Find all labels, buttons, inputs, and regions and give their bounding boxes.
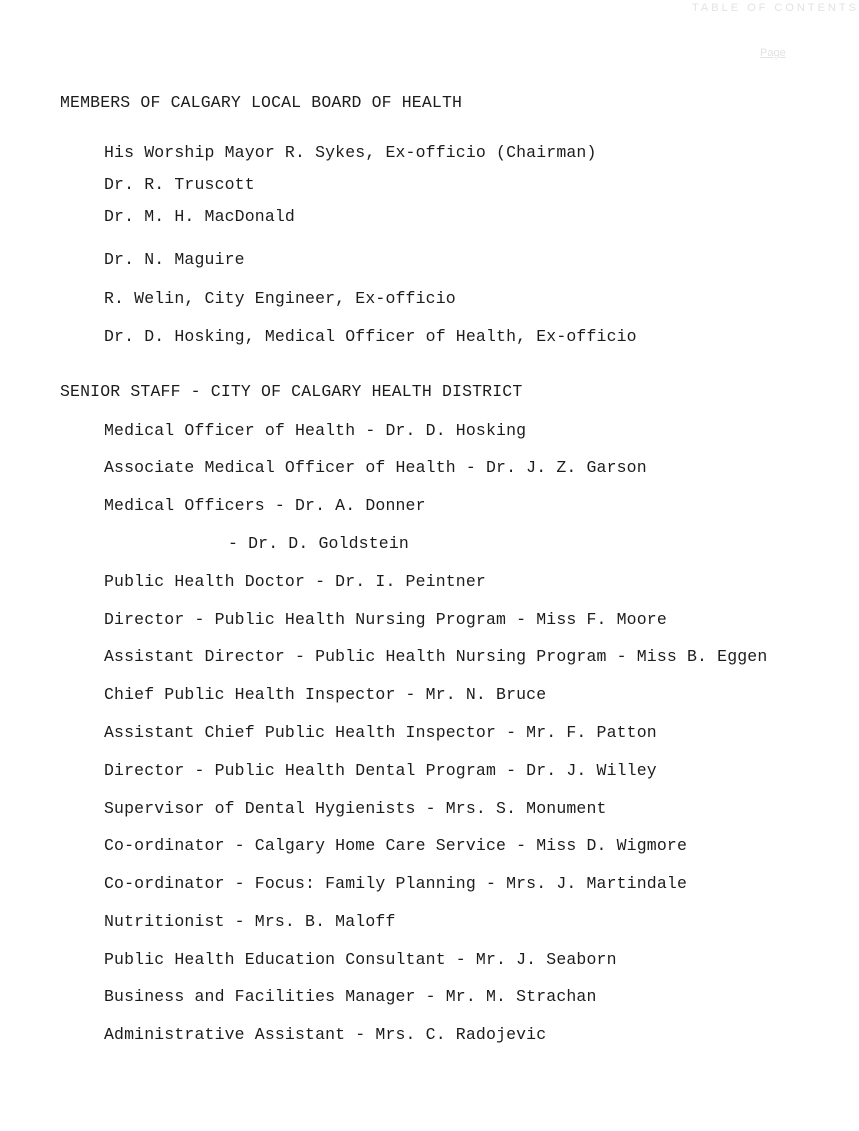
staff-entry: Medical Officer of Health - Dr. D. Hosking bbox=[104, 421, 527, 440]
staff-entry: Public Health Doctor - Dr. I. Peintner bbox=[104, 572, 486, 591]
board-member: Dr. M. H. MacDonald bbox=[104, 207, 295, 226]
staff-entry: Director - Public Health Nursing Program - Miss F. Moore bbox=[104, 610, 667, 629]
staff-entry: Assistant Chief Public Health Inspector - Mr. F. Patton bbox=[104, 723, 657, 742]
board-member: Dr. N. Maguire bbox=[104, 250, 245, 269]
staff-entry: Medical Officers - Dr. A. Donner bbox=[104, 496, 426, 515]
staff-entry-continuation: - Dr. D. Goldstein bbox=[228, 534, 409, 553]
board-member-chairman: His Worship Mayor R. Sykes, Ex-officio (Chairman) bbox=[104, 143, 597, 162]
staff-entry: Supervisor of Dental Hygienists - Mrs. S. Monument bbox=[104, 799, 607, 818]
staff-entry: Director - Public Health Dental Program - Dr. J. Willey bbox=[104, 761, 657, 780]
bleed-through-page-label: Page bbox=[760, 47, 786, 59]
staff-entry: Nutritionist - Mrs. B. Maloff bbox=[104, 912, 396, 931]
staff-entry: Co-ordinator - Calgary Home Care Service - Miss D. Wigmore bbox=[104, 836, 687, 855]
staff-entry: Business and Facilities Manager - Mr. M. Strachan bbox=[104, 987, 597, 1006]
staff-entry: Public Health Education Consultant - Mr. J. Seaborn bbox=[104, 950, 617, 969]
staff-entry: Administrative Assistant - Mrs. C. Radojevic bbox=[104, 1025, 547, 1044]
bleed-through-header bbox=[690, 0, 859, 62]
staff-entry: Co-ordinator - Focus: Family Planning - Mrs. J. Martindale bbox=[104, 874, 687, 893]
staff-entry: Assistant Director - Public Health Nursing Program - Miss B. Eggen bbox=[104, 647, 768, 666]
staff-entry: Associate Medical Officer of Health - Dr. J. Z. Garson bbox=[104, 458, 647, 477]
board-member: Dr. R. Truscott bbox=[104, 175, 255, 194]
staff-heading: SENIOR STAFF - CITY OF CALGARY HEALTH DISTRICT bbox=[60, 382, 523, 401]
bleed-through-title: TABLE OF CONTENTS bbox=[692, 2, 859, 14]
board-member: Dr. D. Hosking, Medical Officer of Health, Ex-officio bbox=[104, 327, 637, 346]
board-heading: MEMBERS OF CALGARY LOCAL BOARD OF HEALTH bbox=[60, 93, 463, 112]
staff-entry: Chief Public Health Inspector - Mr. N. Bruce bbox=[104, 685, 547, 704]
board-member: R. Welin, City Engineer, Ex-officio bbox=[104, 289, 456, 308]
